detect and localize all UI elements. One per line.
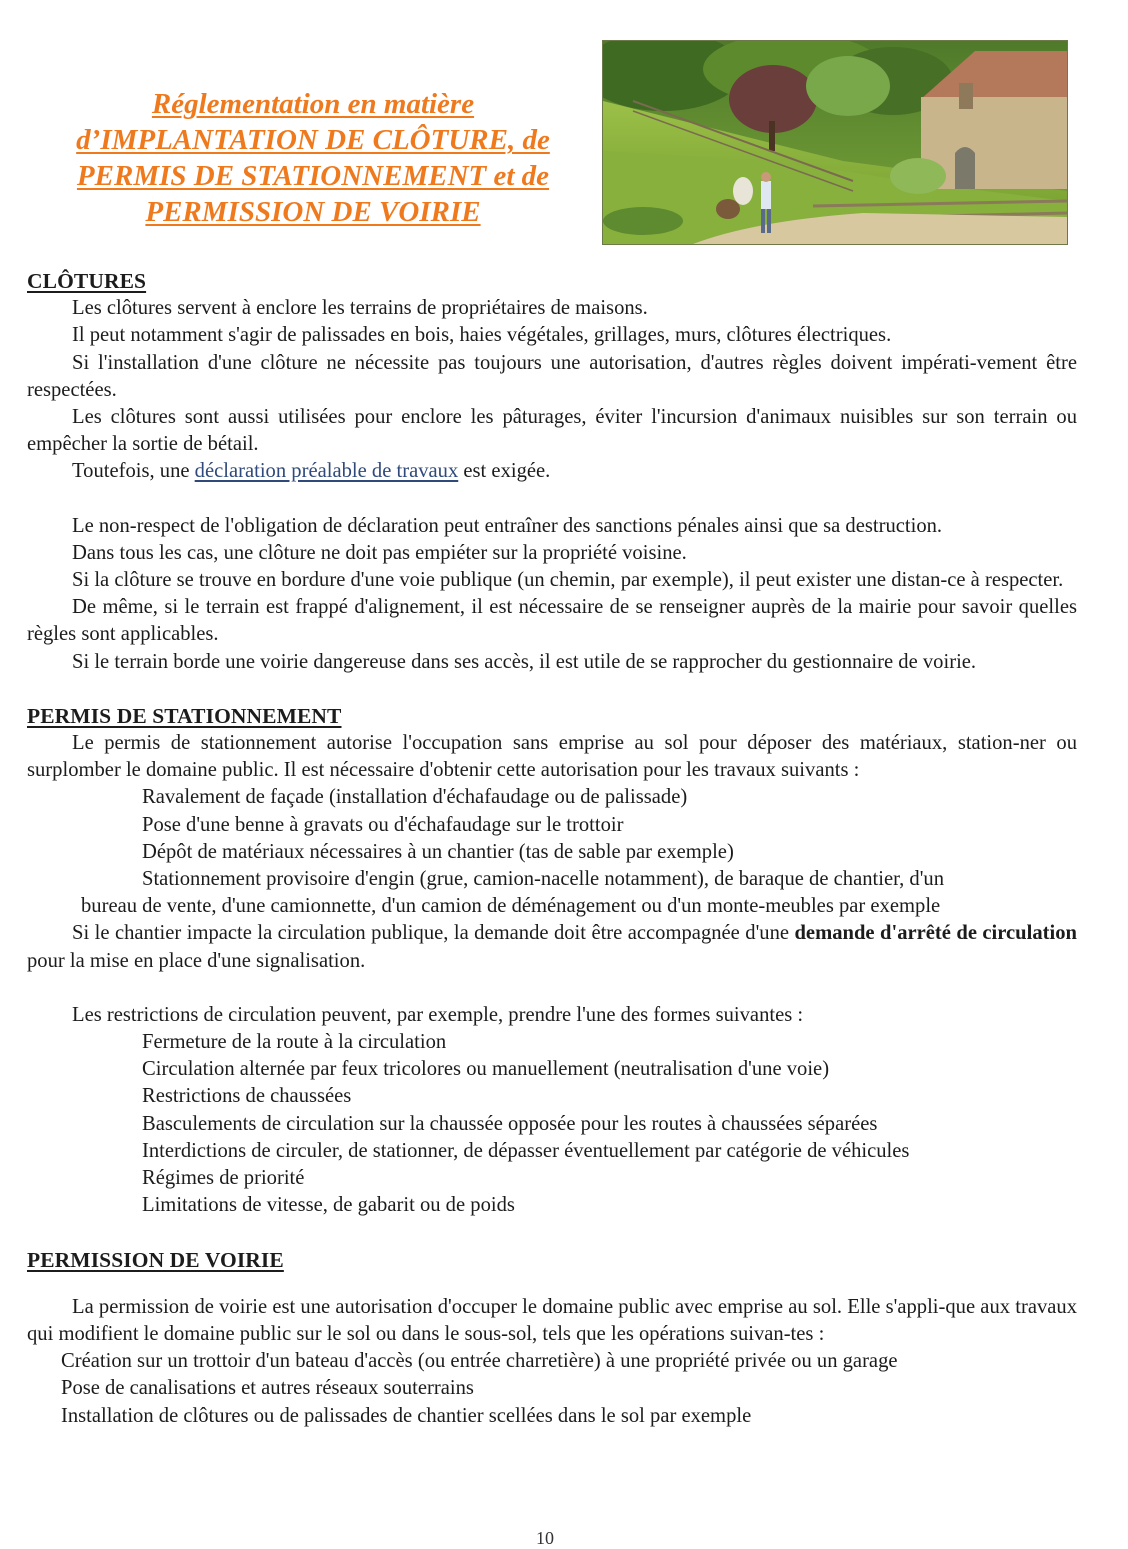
restrictions-intro: Les restrictions de circulation peuvent, par exemple, prendre l'une des formes suivantes : (72, 1003, 804, 1026)
list-item: Restrictions de chaussées (142, 1085, 352, 1108)
list-item: Stationnement provisoire d'engin (grue, camion-nacelle notamment), de baraque de chantier, d'un (142, 868, 945, 891)
title-line-2: d’IMPLANTATION DE CLÔTURE, de (76, 124, 550, 156)
clotures-paragraph: Il peut notamment s'agir de palissades en bois, haies végétales, grillages, murs, clôtures électriques. (72, 324, 892, 347)
list-item: Ravalement de façade (installation d'échafaudage ou de palissade) (142, 786, 688, 809)
page-number: 10 (536, 1528, 554, 1548)
list-item: Pose de canalisations et autres réseaux souterrains (61, 1377, 474, 1400)
stationnement-intro: Le permis de stationnement autorise l'occupation sans emprise au sol pour déposer des matériaux, station-ner ou surplomber le domaine public. Il est nécessaire d'obtenir cette autorisation pour les travaux suivants : (27, 732, 1077, 782)
clotures-paragraph-declaration (27, 458, 1077, 485)
clotures-paragraph: Les clôtures servent à enclore les terrains de propriétaires de maisons. (72, 297, 648, 320)
text-span: pour la mise en place d'une signalisation. (27, 949, 366, 972)
list-item: Limitations de vitesse, de gabarit ou de poids (142, 1194, 515, 1217)
list-item: Création sur un trottoir d'un bateau d'accès (ou entrée charretière) à une propriété privée ou un garage (61, 1350, 898, 1373)
list-item: Régimes de priorité (142, 1167, 305, 1190)
declaration-prealable-link[interactable]: déclaration préalable de travaux (194, 460, 459, 483)
clotures-paragraph: Si la clôture se trouve en bordure d'une voie publique (un chemin, par exemple), il peut exister une distan-ce à respecter. (72, 569, 1064, 592)
text-span: est exigée. (458, 460, 551, 483)
clotures-paragraph: De même, si le terrain est frappé d'alignement, il est nécessaire de se renseigner auprès de la mairie pour savoir quelles règles sont applicables. (27, 596, 1077, 646)
list-item: Fermeture de la route à la circulation (142, 1031, 447, 1054)
title-line-4: PERMISSION DE VOIRIE (145, 196, 481, 228)
countryside-photo (602, 40, 1068, 245)
list-item: Pose d'une benne à gravats ou d'échafaudage sur le trottoir (142, 813, 624, 836)
list-item: Dépôt de matériaux nécessaires à un chantier (tas de sable par exemple) (142, 840, 734, 863)
list-item-continuation: bureau de vente, d'une camionnette, d'un camion de déménagement ou d'un monte-meubles par exemple (81, 895, 941, 918)
voirie-intro: La permission de voirie est une autorisation d'occuper le domaine public avec emprise au sol. Elle s'appli-que aux travaux qui modifient le domaine public sur le sol ou dans le sous-sol, tels que les opérations suivan-tes : (27, 1295, 1077, 1345)
bold-text: demande d'arrêté de circulation (794, 922, 1077, 945)
list-item: Installation de clôtures ou de palissades de chantier scellées dans le sol par exemple (61, 1404, 752, 1427)
document-body (27, 268, 1077, 1430)
title-line-3: PERMIS DE STATIONNEMENT et de (76, 160, 550, 192)
clotures-paragraph: Dans tous les cas, une clôture ne doit pas empiéter sur la propriété voisine. (72, 541, 687, 564)
stationnement-works-list (27, 784, 1077, 893)
heading-voirie: PERMISSION DE VOIRIE (27, 1247, 284, 1272)
clotures-paragraph: Si le terrain borde une voirie dangereuse dans ses accès, il est utile de se rapprocher du gestionnaire de voirie. (72, 650, 977, 673)
document-title (28, 86, 598, 230)
text-span: Si le chantier impacte la circulation publique, la demande doit être accompagnée d'une (72, 922, 795, 945)
list-item: Interdictions de circuler, de stationner, de dépasser éventuellement par catégorie de véhicules (142, 1139, 910, 1162)
restrictions-list (27, 1029, 1077, 1219)
voirie-operations-list (27, 1348, 1077, 1430)
text-span: Toutefois, une (72, 460, 195, 483)
clotures-paragraph: Le non-respect de l'obligation de déclaration peut entraîner des sanctions pénales ainsi que sa destruction. (72, 514, 943, 537)
clotures-paragraph: Si l'installation d'une clôture ne nécessite pas toujours une autorisation, d'autres règles doivent impérati-vement être respectées. (27, 351, 1077, 401)
title-line-1: Réglementation en matière (151, 88, 475, 120)
list-item: Basculements de circulation sur la chaussée opposée pour les routes à chaussées séparées (142, 1112, 878, 1135)
clotures-paragraph: Les clôtures sont aussi utilisées pour enclore les pâturages, éviter l'incursion d'animaux nuisibles sur son terrain ou empêcher la sortie de bétail. (27, 406, 1077, 456)
heading-clotures: CLÔTURES (27, 269, 147, 293)
arrete-paragraph (27, 920, 1077, 974)
heading-stationnement: PERMIS DE STATIONNEMENT (27, 703, 342, 728)
list-item: Circulation alternée par feux tricolores ou manuellement (neutralisation d'une voie) (142, 1058, 830, 1081)
